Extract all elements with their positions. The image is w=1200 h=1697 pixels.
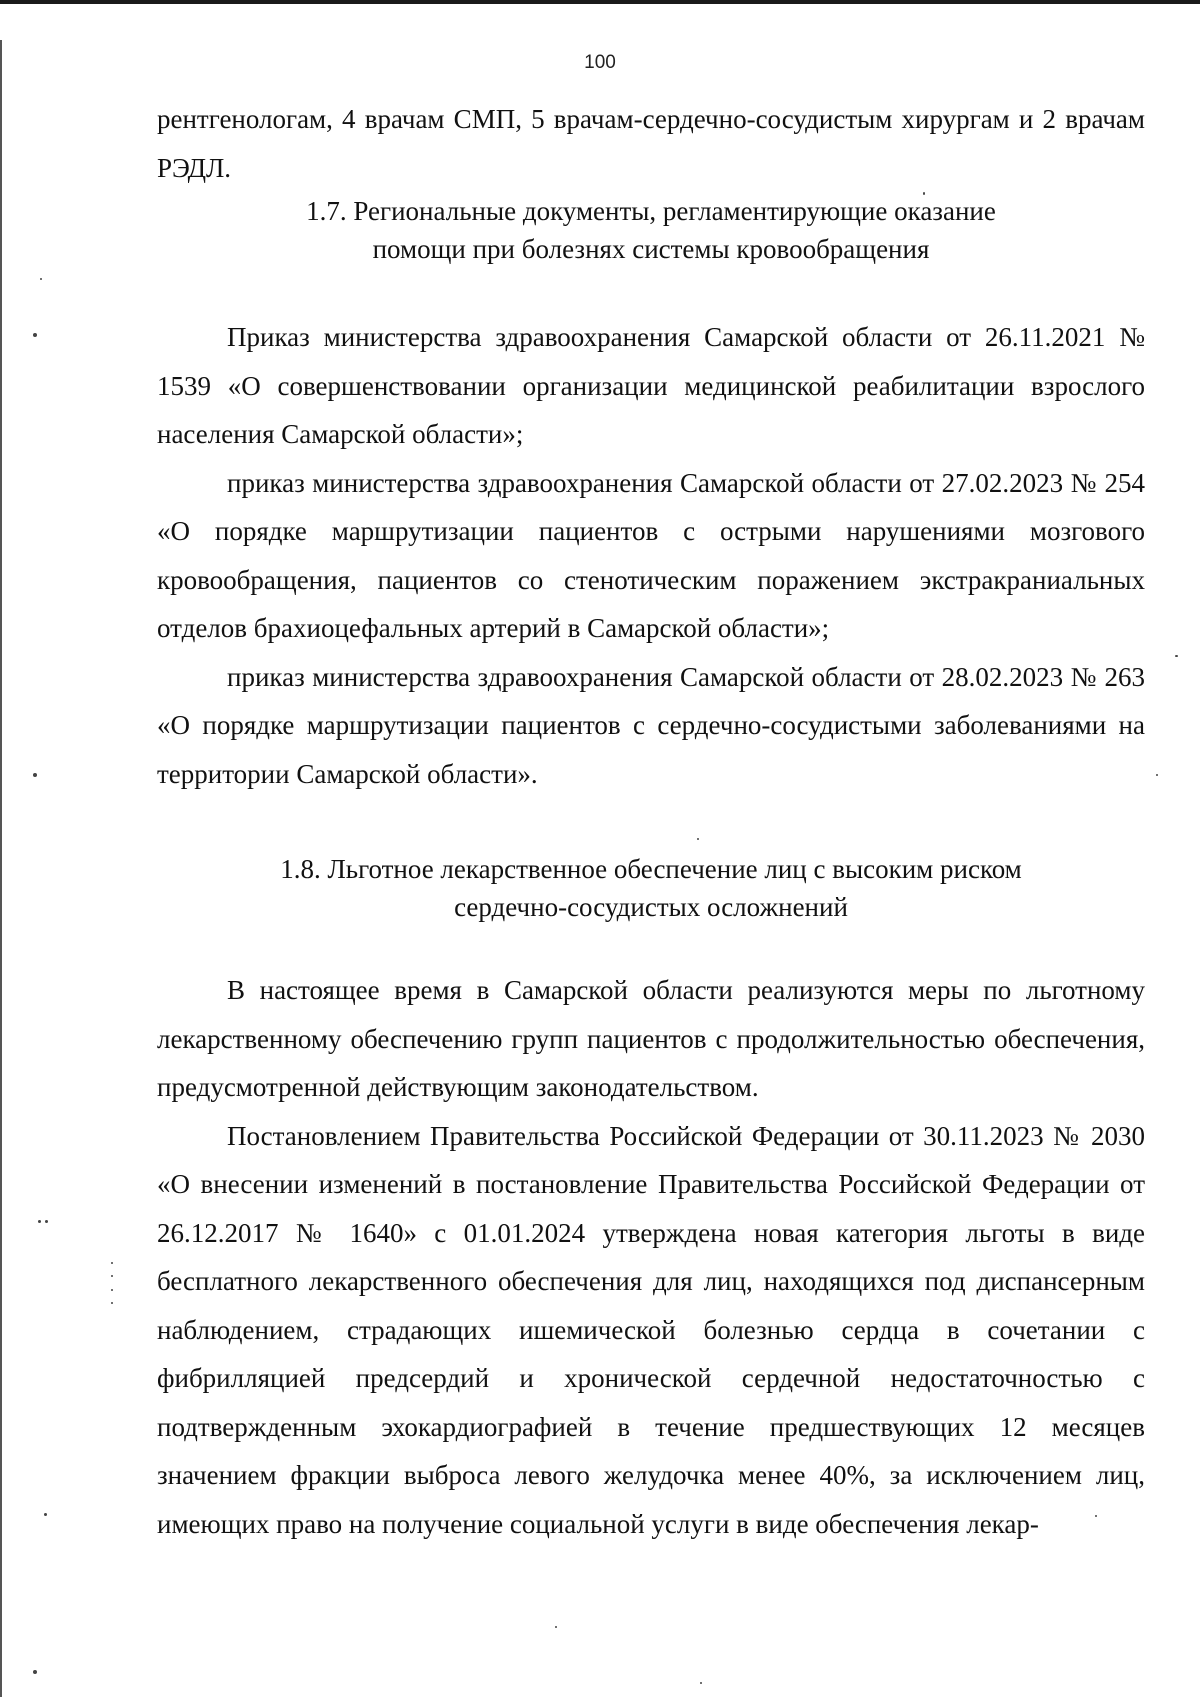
paragraph-resolution-2030: Постановлением Правительства Российской Федерации от 30.11.2023 № 2030 «О внесении изменений в постановление Правительства Российской Федерации от 26.12.2017 № 1640» с 01.01.2024 утверждена новая категория льготы в виде бесплатного лекарственного обеспечения для лиц, находящихся под диспансерным наблюдением, страдающих ишемической болезнью сердца в сочетании с фибрилляцией предсердий и хронической сердечной недостаточностью с подтвержденным эхокардиографией в течение предшествующих 12 месяцев значением фракции выброса левого желудочка менее 40%, за исключением лиц, имеющих право на получение социальной услуги в виде обеспечения лекар-: [157, 1120, 1145, 1539]
scan-speck: [111, 1262, 113, 1264]
scan-speck: [33, 1670, 37, 1674]
scan-speck: [40, 278, 42, 280]
section-heading-1-8: [157, 850, 1145, 926]
scan-speck: [1175, 655, 1178, 657]
scan-speck: [1156, 774, 1158, 776]
page-number: 100: [584, 52, 616, 73]
scan-speck: [555, 1626, 557, 1628]
paragraph-continuation: рентгенологам, 4 врачам СМП, 5 врачам-сердечно-сосудистым хирургам и 2 врачам РЭДЛ.: [157, 104, 1145, 183]
scan-speck: [33, 773, 37, 777]
heading-line: помощи при болезнях системы кровообращения: [372, 234, 930, 264]
heading-line: 1.8. Льготное лекарственное обеспечение лиц с высоким риском: [280, 854, 1022, 884]
scan-speck: [111, 1275, 113, 1277]
scan-speck: [44, 1513, 47, 1516]
scan-left-border: [0, 40, 2, 1697]
scan-speck: [1095, 1515, 1097, 1517]
scan-top-border: [0, 0, 1200, 4]
document-body: [157, 95, 1145, 1548]
scan-speck: [45, 1220, 48, 1223]
scan-speck: [111, 1302, 113, 1304]
scan-speck: [33, 333, 37, 337]
scan-speck: [700, 1682, 702, 1684]
heading-line: сердечно-сосудистых осложнений: [454, 892, 848, 922]
paragraph-order-254: приказ министерства здравоохранения Самарской области от 27.02.2023 № 254 «О порядке маршрутизации пациентов с острыми нарушениями мозгового кровообращения, пациентов со стенотическим поражением экстракраниальных отделов брахиоцефальных артерий в Самарской области»;: [157, 467, 1145, 643]
scan-speck: [38, 1220, 41, 1223]
heading-line: 1.7. Региональные документы, регламентирующие оказание: [306, 196, 996, 226]
section-heading-1-7: [157, 192, 1145, 268]
scan-speck: [697, 838, 699, 840]
paragraph-current-measures: В настоящее время в Самарской области реализуются меры по льготному лекарственному обеспечению групп пациентов с продолжительностью обеспечения, предусмотренной действующим законодательством.: [157, 975, 1145, 1102]
paragraph-order-263: приказ министерства здравоохранения Самарской области от 28.02.2023 № 263 «О порядке маршрутизации пациентов с сердечно-сосудистыми заболеваниями на территории Самарской области».: [157, 661, 1145, 789]
scan-speck: [111, 1289, 113, 1291]
scan-speck: [923, 192, 925, 195]
paragraph-order-1539: Приказ министерства здравоохранения Самарской области от 26.11.2021 № 1539 «О совершенствовании организации медицинской реабилитации взрослого населения Самарской области»;: [157, 322, 1145, 449]
